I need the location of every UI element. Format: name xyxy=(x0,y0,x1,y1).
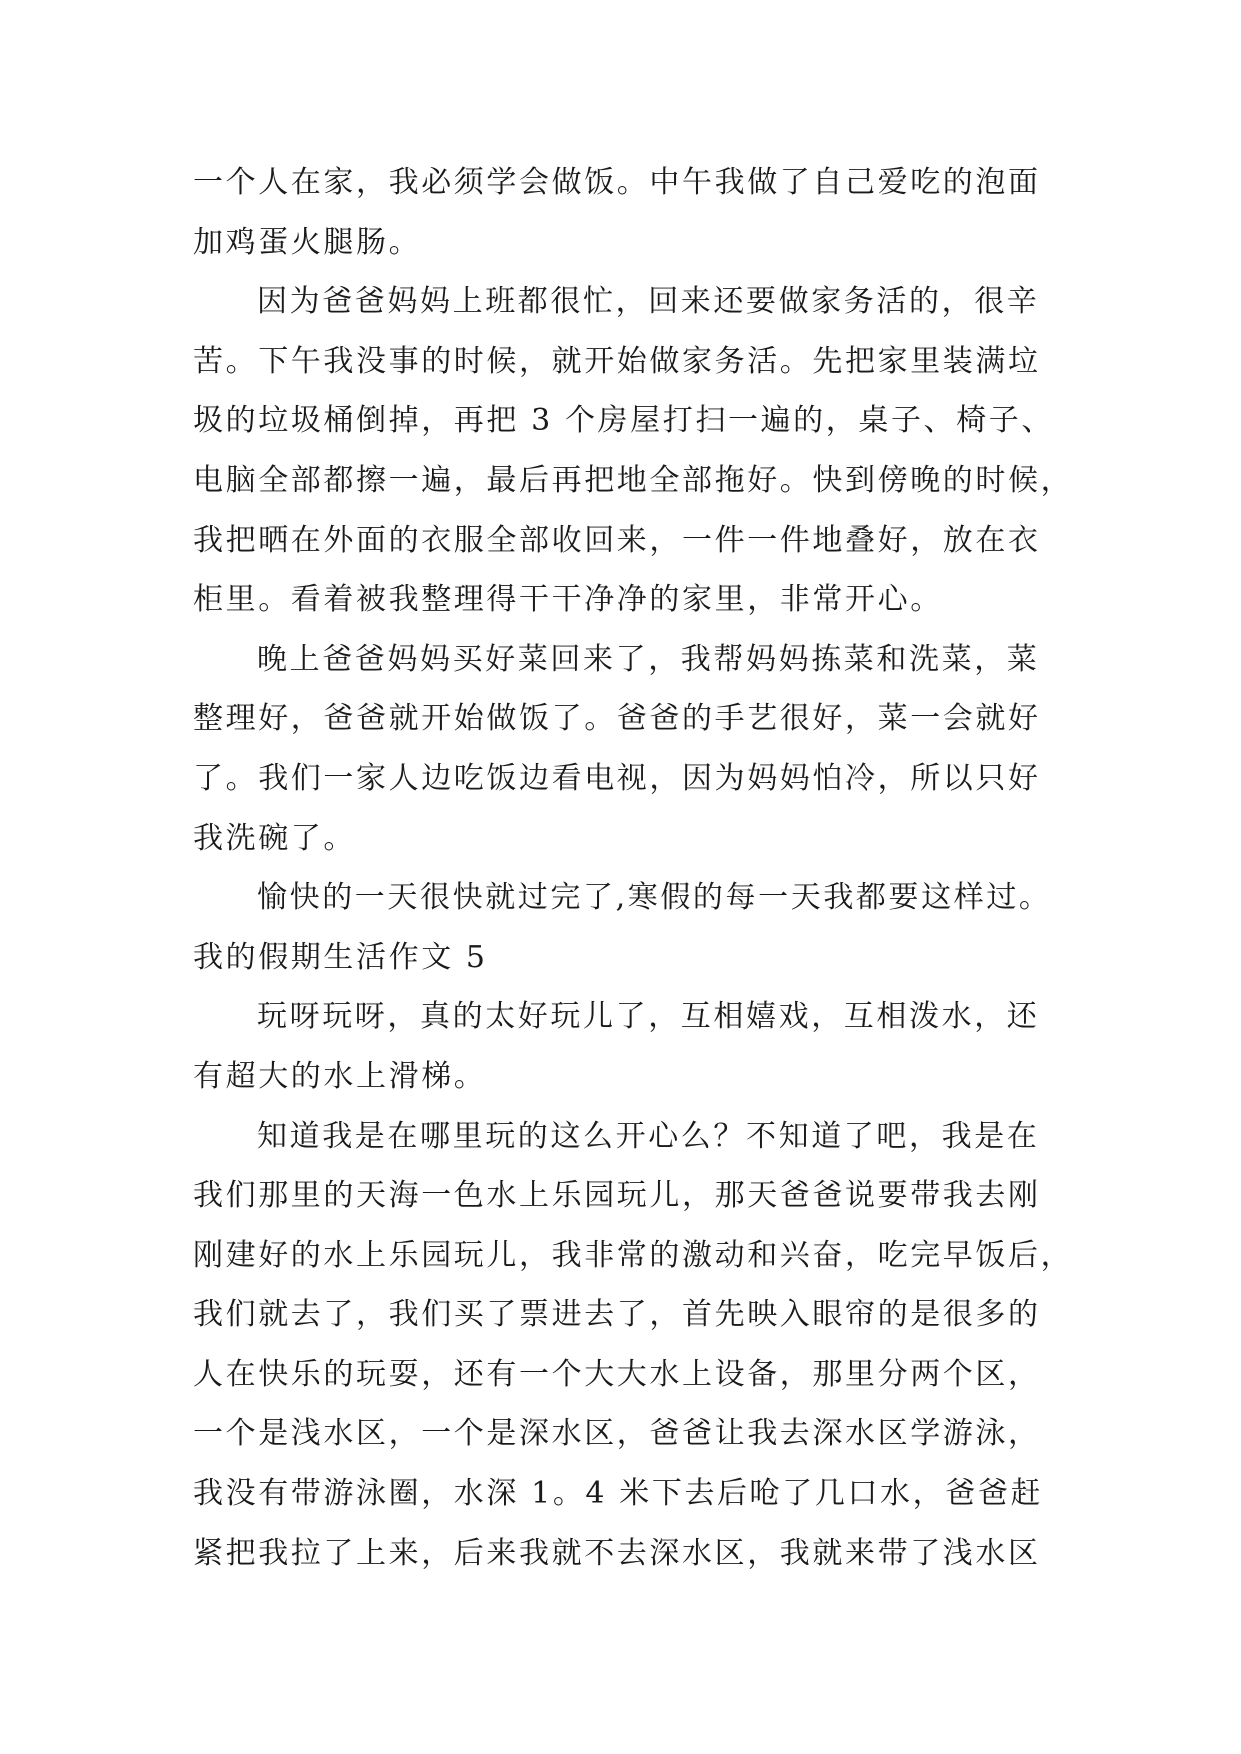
text-line: 我们就去了，我们买了票进去了，首先映入眼帘的是很多的 xyxy=(193,1297,1041,1333)
document-body xyxy=(193,153,1074,1583)
text-line: 我们那里的天海一色水上乐园玩儿，那天爸爸说要带我去刚 xyxy=(193,1178,1041,1214)
text-line: 了。我们一家人边吃饭边看电视，因为妈妈怕冷，所以只好 xyxy=(193,760,1041,796)
text-line: 人在快乐的玩耍，还有一个大大水上设备，那里分两个区， xyxy=(193,1356,1041,1392)
text-line: 我没有带游泳圈，水深 1。4 米下去后呛了几口水，爸爸赶 xyxy=(193,1476,1044,1512)
paragraph-start-line: 知道我是在哪里玩的这么开心么？不知道了吧，我是在 xyxy=(257,1118,1040,1154)
text-line: 电脑全部都擦一遍，最后再把地全部拖好。快到傍晚的时候， xyxy=(193,462,1074,498)
paragraph-start-line: 玩呀玩呀，真的太好玩儿了，互相嬉戏，互相泼水，还 xyxy=(257,999,1040,1035)
text-line: 我洗碗了。 xyxy=(193,820,356,856)
text-line: 苦。下午我没事的时候，就开始做家务活。先把家里装满垃 xyxy=(193,343,1041,379)
text-line: 柜里。看着被我整理得干干净净的家里，非常开心。 xyxy=(193,582,943,618)
section-heading: 我的假期生活作文 5 xyxy=(193,939,488,975)
text-line: 整理好，爸爸就开始做饭了。爸爸的手艺很好，菜一会就好 xyxy=(193,701,1041,737)
text-line: 刚建好的水上乐园玩儿，我非常的激动和兴奋，吃完早饭后， xyxy=(193,1237,1074,1273)
text-line: 一个人在家，我必须学会做饭。中午我做了自己爱吃的泡面 xyxy=(193,165,1041,200)
text-line: 我把晒在外面的衣服全部收回来，一件一件地叠好，放在衣 xyxy=(193,522,1041,558)
text-line: 紧把我拉了上来，后来我就不去深水区，我就来带了浅水区 xyxy=(193,1535,1041,1571)
paragraph-start-line: 晚上爸爸妈妈买好菜回来了，我帮妈妈拣菜和洗菜，菜 xyxy=(257,641,1040,677)
text-line: 有超大的水上滑梯。 xyxy=(193,1058,487,1094)
text-line: 加鸡蛋火腿肠。 xyxy=(193,224,422,260)
paragraph-start-line: 因为爸爸妈妈上班都很忙，回来还要做家务活的，很辛 xyxy=(257,284,1040,320)
text-line: 一个是浅水区，一个是深水区，爸爸让我去深水区学游泳， xyxy=(193,1416,1041,1452)
text-line: 圾的垃圾桶倒掉，再把 3 个房屋打扫一遍的，桌子、椅子、 xyxy=(193,403,1054,439)
paragraph-start-line: 愉快的一天很快就过完了,寒假的每一天我都要这样过。 xyxy=(257,880,1052,916)
